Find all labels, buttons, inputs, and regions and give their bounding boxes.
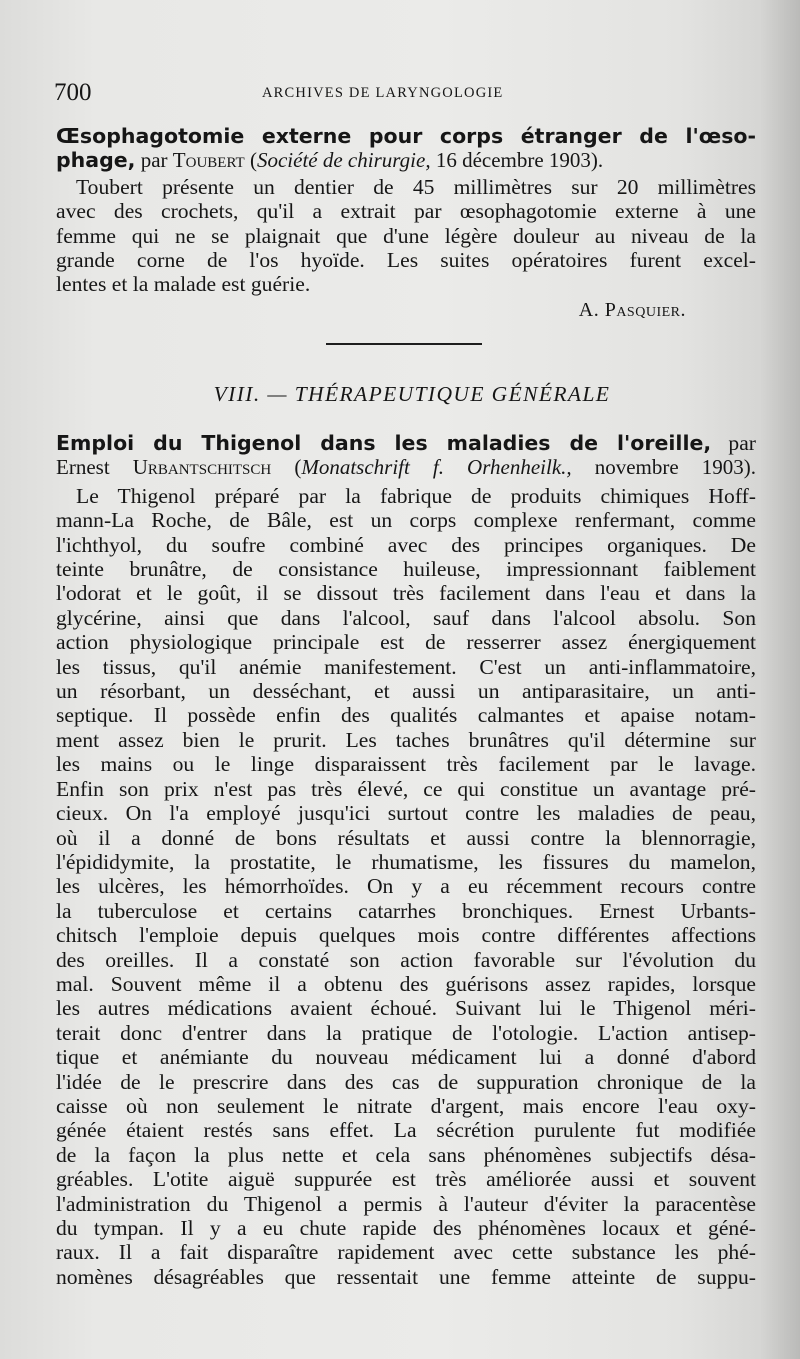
- signature-name: Pasquier.: [604, 299, 686, 321]
- body-line: de la façon la plus nette et cela sans phénomènes subjectifs désa-: [56, 1142, 756, 1167]
- body-line: mal. Souvent même il a obtenu des guérisons assez rapides, lorsque: [56, 971, 756, 996]
- source-date: novembre 1903).: [571, 455, 756, 480]
- body-line: mann-La Roche, de Bâle, est un corps complexe renfermant, comme: [56, 508, 756, 533]
- author-first: Ernest: [56, 455, 133, 480]
- body-line: nomènes désagréables que ressentait une femme atteinte de suppu-: [56, 1264, 756, 1289]
- body-line: chitsch l'emploie depuis quelques mois contre différentes affections: [56, 923, 756, 948]
- body-line: action physiologique principale est de resserrer assez énergiquement: [56, 630, 756, 655]
- body-line: Toubert présente un dentier de 45 millimètres sur 20 millimètres: [76, 174, 756, 199]
- running-head: ARCHIVES DE LARYNGOLOGIE: [262, 85, 504, 101]
- signature: [0, 299, 686, 322]
- article-title: Œsophagotomie externe pour corps étranger de l'œso-: [56, 124, 756, 148]
- article-title-line-1: [56, 431, 756, 455]
- body-line: ment assez bien le prurit. Les taches brunâtres qu'il détermine sur: [56, 727, 756, 752]
- body-line: l'épididymite, la prostatite, le rhumatisme, les fissures du mamelon,: [56, 849, 756, 874]
- signature-initial: A.: [578, 299, 605, 321]
- body-line: femme qui ne se plaignait que d'une légère douleur au niveau de la: [56, 223, 756, 248]
- paren: (: [271, 455, 302, 480]
- article-body: [56, 484, 756, 1289]
- body-line: caisse où non seulement le nitrate d'argent, mais encore l'eau oxy-: [56, 1093, 756, 1118]
- source-date: 16 décembre 1903).: [430, 148, 604, 173]
- source-journal: Société de chirurgie,: [256, 148, 431, 173]
- body-line: les tissus, qu'il anémie manifestement. C'est un anti-inflammatoire,: [56, 654, 756, 679]
- body-line: du tympan. Il y a eu chute rapide des phénomènes locaux et géné-: [56, 1216, 756, 1240]
- by-text: par: [135, 148, 173, 173]
- body-line: avec des crochets, qu'il a extrait par œsophagotomie externe à une: [56, 199, 756, 224]
- body-line: génée étaient restés sans effet. La sécrétion purulente fut modifiée: [56, 1118, 756, 1143]
- author-last: Urbantschitsch: [132, 455, 272, 480]
- body-line: raux. Il a fait disparaître rapidement avec cette substance les phé-: [56, 1240, 756, 1265]
- body-line: tique et anémiante du nouveau médicament lui a donné d'abord: [56, 1045, 756, 1070]
- body-line: teinte brunâtre, de consistance huileuse, impressionnant faiblement: [56, 557, 756, 582]
- body-line: l'ichthyol, du soufre combiné avec des principes organiques. De: [56, 532, 756, 557]
- article-thigenol: [56, 431, 756, 1289]
- body-line: Le Thigenol préparé par la fabrique de produits chimiques Hoff-: [76, 483, 756, 508]
- article-title: Emploi du Thigenol dans les maladies de l'oreille,: [56, 431, 712, 455]
- body-line: terait donc d'entrer dans la pratique de l'otologie. L'action antisep-: [56, 1020, 756, 1045]
- source-journal: Monatschrift f. Orhenheilk.,: [301, 455, 572, 480]
- body-line: la tuberculose et certains catarrhes bronchiques. Ernest Urbants-: [56, 898, 756, 923]
- article-title-line-2: [56, 148, 756, 172]
- body-line: glycérine, ainsi que dans l'alcool, sauf dans l'alcool absolu. Son: [56, 605, 756, 630]
- article-title-cont: phage,: [56, 148, 136, 173]
- page-number: 700: [54, 79, 92, 106]
- body-line: cieux. On l'a employé jusqu'ici surtout contre les maladies de peau,: [56, 801, 756, 826]
- body-line: l'odorat et le goût, il se dissout très facilement dans l'eau et dans la: [56, 581, 756, 606]
- body-line: des oreilles. Il a constaté son action favorable sur l'évolution du: [56, 947, 756, 972]
- body-line: l'idée de le prescrire dans des cas de suppuration chronique de la: [56, 1069, 756, 1094]
- section-heading: VIII. — THÉRAPEUTIQUE GÉNÉRALE: [213, 382, 611, 406]
- paren: (: [244, 148, 257, 173]
- body-line: septique. Il possède enfin des qualités calmantes et apaise notam-: [56, 703, 756, 728]
- body-line: lentes et la malade est guérie.: [56, 272, 311, 297]
- page-shadow: [760, 0, 800, 1359]
- article-title-line-2: [56, 455, 756, 479]
- article-oesophagotomie: [56, 124, 756, 297]
- body-line: les ulcères, les hémorrhoïdes. On y a eu récemment recours contre: [56, 874, 756, 899]
- article-title-line-1: [56, 124, 756, 148]
- body-line: l'administration du Thigenol a permis à l'auteur d'éviter la paracentèse: [56, 1191, 756, 1216]
- page-header: [54, 78, 736, 108]
- body-line: où il a donné de bons résultats et aussi contre la blennorragie,: [56, 825, 756, 850]
- body-line: un résorbant, un desséchant, et aussi un antiparasitaire, un anti-: [56, 679, 756, 704]
- body-line: les autres médications avaient échoué. Suivant lui le Thigenol méri-: [56, 996, 756, 1021]
- section-divider: [326, 343, 482, 345]
- body-line: les mains ou le linge disparaissent très facilement par le lavage.: [56, 752, 756, 777]
- body-line: Enfin son prix n'est pas très élevé, ce qui constitue un avantage pré-: [56, 776, 756, 801]
- body-line: grande corne de l'os hyoïde. Les suites opératoires furent excel-: [56, 248, 756, 273]
- author-name: Toubert: [172, 148, 245, 173]
- by-text: par: [711, 431, 756, 455]
- body-line: gréables. L'otite aiguë suppurée est très améliorée aussi et souvent: [56, 1167, 756, 1192]
